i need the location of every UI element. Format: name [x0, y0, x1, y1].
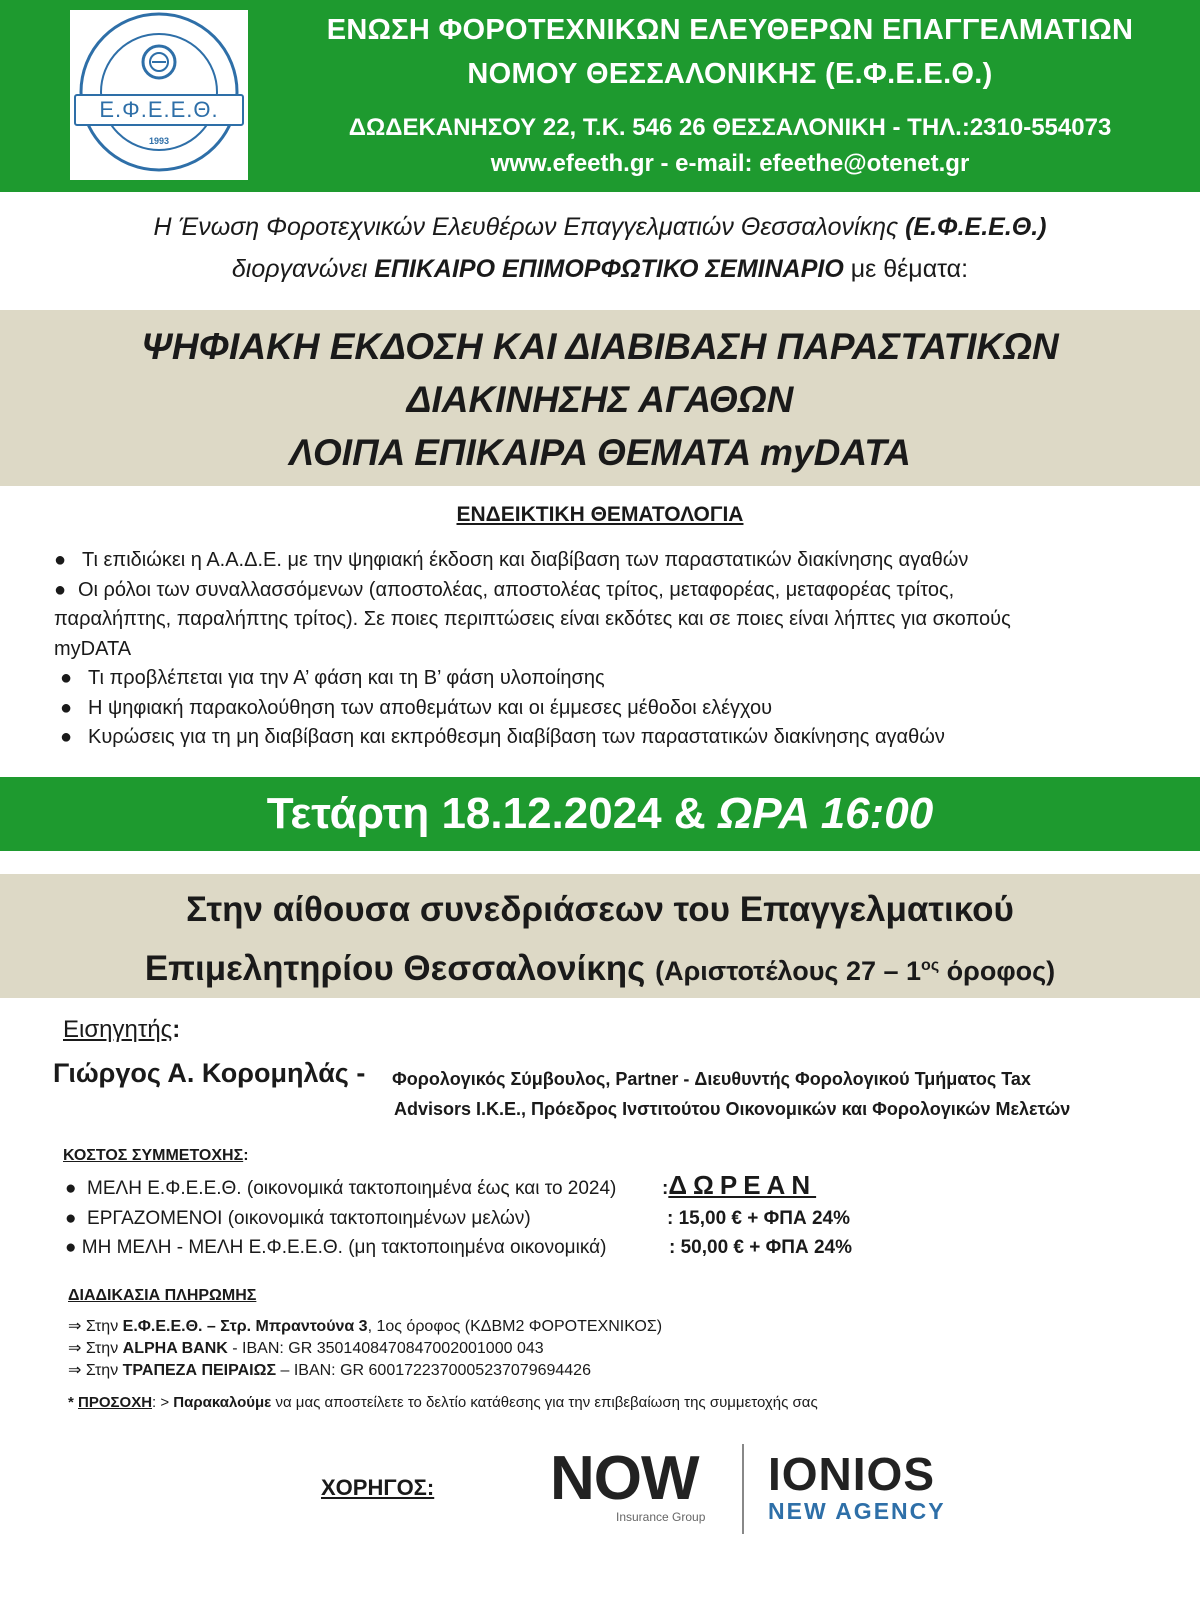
sponsor-label: ΧΟΡΗΓΟΣ:: [321, 1475, 435, 1500]
payment-line-name: ALPHA BANK: [122, 1340, 228, 1357]
org-title-line2: ΝΟΜΟΥ ΘΕΣΣΑΛΟΝΙΚΗΣ (Ε.Φ.Ε.Ε.Θ.): [467, 58, 993, 90]
org-address: ΔΩΔΕΚΑΝΗΣΟΥ 22, Τ.Κ. 546 26 ΘΕΣΣΑΛΟΝΙΚΗ - ΤΗΛ.:2310-554073: [348, 114, 1112, 141]
speaker-name: Γιώργος Α. Κορομηλάς -: [53, 1058, 366, 1088]
cost-label: ΜΗ ΜΕΛΗ - ΜΕΛΗ Ε.Φ.Ε.Ε.Θ. (μη τακτοποιημένα οικονομικά): [81, 1237, 607, 1258]
speaker-role-line1: Φορολογικός Σύμβουλος, Partner - Διευθυντής Φορολογικού Τμήματος Tax: [392, 1069, 1031, 1089]
topic-item: [54, 546, 1174, 576]
bullet-icon: ●: [65, 1208, 88, 1229]
intro-seminar: ΕΠΙΚΑΙΡΟ ΕΠΙΜΟΡΦΩΤΙΚΟ ΣΕΜΙΝΑΡΙΟ: [374, 255, 844, 283]
payment-line-prefix: ⇒ Στην: [68, 1340, 123, 1357]
cost-row-members: [65, 1178, 616, 1200]
intro-org-name: Ένωση Φοροτεχνικών Ελευθέρων Επαγγελματιών Θεσσαλονίκης: [178, 213, 899, 241]
payment-line-name: ΤΡΑΠΕΖΑ ΠΕΙΡΑΙΩΣ: [122, 1362, 277, 1379]
payment-line-detail: - IBAN: GR 3501408470847002001000 043: [227, 1340, 544, 1357]
bullet-icon: ●: [54, 549, 67, 571]
bullet-icon: ●: [60, 696, 73, 719]
topic-item: [54, 576, 1174, 606]
venue-address: [655, 956, 1055, 986]
payment-heading: ΔΙΑΔΙΚΑΣΙΑ ΠΛΗΡΩΜΗΣ: [68, 1287, 257, 1304]
intro-line2-suffix: με θέματα:: [843, 255, 969, 283]
efeeth-logo: [70, 10, 248, 180]
topic-text: Τι προβλέπεται για την Α’ φάση και τη Β’ φάση υλοποίησης: [88, 667, 605, 689]
venue-box: [0, 874, 1200, 998]
venue-address-sup: ος: [921, 957, 940, 974]
bullet-icon: ●: [65, 1237, 82, 1258]
note-text: να μας αποστείλετε το δελτίο κατάθεσης για την επιβεβαίωση της συμμετοχής σας: [271, 1394, 818, 1411]
cost-label: ΜΕΛΗ Ε.Φ.Ε.Ε.Θ. (οικονομικά τακτοποιημένα έως και το 2024): [87, 1178, 617, 1199]
topic-continuation: myDATA: [54, 637, 132, 660]
intro-line1: [0, 206, 1200, 248]
cost-heading-text: ΚΟΣΤΟΣ ΣΥΜΜΕΤΟΧΗΣ: [63, 1147, 244, 1164]
speaker-label: [63, 1016, 180, 1044]
speaker-role-line2: Advisors I.K.E., Πρόεδρος Ινστιτούτου Οικονομικών και Φορολογικών Μελετών: [394, 1099, 1071, 1119]
cost-label: ΕΡΓΑΖΟΜΕΝΟΙ (οικονομικά τακτοποιημένων μελών): [87, 1208, 531, 1229]
cost-heading-colon: :: [243, 1147, 249, 1164]
org-web-email[interactable]: www.efeeth.gr - e-mail: efeethe@otenet.gr: [490, 150, 970, 177]
payment-line-detail: – IBAN: GR 6001722370005237079694426: [276, 1362, 591, 1379]
topic-text: Οι ρόλοι των συναλλασσόμενων (αποστολέας, αποστολέας τρίτος, μεταφορέας, μεταφορέας τρίτος,: [78, 578, 955, 601]
cost-row-nonmembers: [65, 1237, 606, 1259]
payment-line-office: [68, 1316, 662, 1336]
bullet-icon: ●: [60, 726, 73, 748]
now-logo: [550, 1444, 730, 1528]
venue-line2: [0, 938, 1200, 999]
cost-amount: 15,00 € + ΦΠΑ 24%: [678, 1208, 850, 1229]
seminar-title-box: [0, 310, 1200, 486]
intro-prefix: Η: [153, 213, 179, 241]
now-logo-word: NOW: [550, 1444, 699, 1513]
cost-value-members: :ΔΩΡΕΑΝ: [662, 1170, 817, 1200]
bullet-icon: ●: [54, 578, 67, 601]
sponsor-divider: [742, 1444, 744, 1534]
venue-line1: Στην αίθουσα συνεδριάσεων του Επαγγελματικού: [186, 890, 1014, 929]
ionios-logo-sub: NEW AGENCY: [768, 1498, 946, 1524]
payment-line-prefix: ⇒ Στην: [68, 1362, 123, 1379]
speaker-label-colon: :: [172, 1016, 181, 1043]
venue-address-suffix: όροφος): [939, 956, 1056, 986]
note-label: ΠΡΟΣΟΧΗ: [78, 1394, 153, 1411]
cost-value-nonmembers: : 50,00 € + ΦΠΑ 24%: [669, 1237, 852, 1258]
topic-item: [54, 664, 1174, 694]
topic-item: [54, 694, 1174, 724]
cost-free: ΔΩΡΕΑΝ: [668, 1170, 817, 1200]
topics-heading: ΕΝΔΕΙΚΤΙΚΗ ΘΕΜΑΤΟΛΟΓΙΑ: [456, 503, 744, 526]
topic-text: Κυρώσεις για τη μη διαβίβαση και εκπρόθεσμη διαβίβαση των παραστατικών διακίνησης αγαθών: [88, 726, 945, 748]
payment-line-detail: , 1ος όροφος (ΚΔΒΜ2 ΦΟΡΟΤΕΧΝΙΚΟΣ): [367, 1318, 663, 1335]
note-sep: : >: [152, 1394, 174, 1411]
cost-amount: 50,00 € + ΦΠΑ 24%: [680, 1237, 852, 1258]
logo-year: 1993: [148, 136, 170, 146]
intro-text: [0, 206, 1200, 290]
bullet-icon: ●: [65, 1178, 88, 1199]
payment-line-piraeus: [68, 1360, 591, 1380]
cost-value-employees: : 15,00 € + ΦΠΑ 24%: [667, 1208, 850, 1229]
header-bar: [0, 0, 1200, 192]
seminar-title-line2: ΔΙΑΚΙΝΗΣΗΣ ΑΓΑΘΩΝ: [406, 379, 794, 420]
seminar-title-line1: ΨΗΦΙΑΚΗ ΕΚΔΟΣΗ ΚΑΙ ΔΙΑΒΙΒΑΣΗ ΠΑΡΑΣΤΑΤΙΚΩΝ: [141, 326, 1059, 367]
event-day-date: Τετάρτη 18.12.2024 &: [266, 789, 706, 838]
event-date-bar: [0, 777, 1200, 851]
logo-abbreviation: Ε.Φ.Ε.Ε.Θ.: [74, 94, 244, 126]
intro-line2: [0, 248, 1200, 290]
ionios-logo-word: IONIOS: [768, 1448, 936, 1500]
event-time: ΩΡΑ 16:00: [717, 789, 934, 838]
venue-name: Επιμελητηρίου Θεσσαλονίκης: [144, 949, 646, 988]
payment-line-name: Ε.Φ.Ε.Ε.Θ. – Στρ. Μπραντούνα 3: [122, 1318, 368, 1335]
topic-text: Τι επιδιώκει η Α.Α.Δ.Ε. με την ψηφιακή έκδοση και διαβίβαση των παραστατικών διακίνησης αγαθών: [82, 549, 969, 571]
header-text: [290, 0, 1170, 182]
topic-item: [54, 723, 1174, 753]
topics-list: [54, 546, 1174, 753]
payment-line-alpha: [68, 1338, 544, 1358]
payment-line-prefix: ⇒ Στην: [68, 1318, 123, 1335]
cost-heading: [63, 1147, 249, 1165]
seminar-title-line3: ΛΟΙΠΑ ΕΠΙΚΑΙΡΑ ΘΕΜΑΤΑ myDATA: [289, 432, 911, 473]
topic-text: Η ψηφιακή παρακολούθηση των αποθεμάτων και οι έμμεσες μέθοδοι ελέγχου: [88, 696, 773, 719]
now-logo-sub: Insurance Group: [616, 1510, 706, 1524]
speaker-label-text: Εισηγητής: [63, 1016, 173, 1043]
note-bold: Παρακαλούμε: [173, 1394, 272, 1411]
org-title-line1: ΕΝΩΣΗ ΦΟΡΟΤΕΧΝΙΚΩΝ ΕΛΕΥΘΕΡΩΝ ΕΠΑΓΓΕΛΜΑΤΙΩΝ: [326, 14, 1134, 46]
intro-org-abbr: (Ε.Φ.Ε.Ε.Θ.): [905, 213, 1047, 241]
speaker-role: [392, 1064, 1152, 1124]
intro-line2-prefix: διοργανώνει: [231, 255, 375, 283]
attention-note: [68, 1394, 818, 1411]
note-star: *: [68, 1394, 79, 1411]
cost-row-employees: [65, 1208, 531, 1230]
topic-continuation: παραλήπτης, παραλήπτης τρίτος). Σε ποιες περιπτώσεις είναι εκδότες και σε ποιες είναι λήπτες για σκοπούς: [54, 608, 1011, 630]
ionios-logo: [768, 1450, 946, 1524]
bullet-icon: ●: [60, 667, 73, 689]
venue-address-prefix: (Αριστοτέλους 27 – 1: [655, 956, 922, 986]
